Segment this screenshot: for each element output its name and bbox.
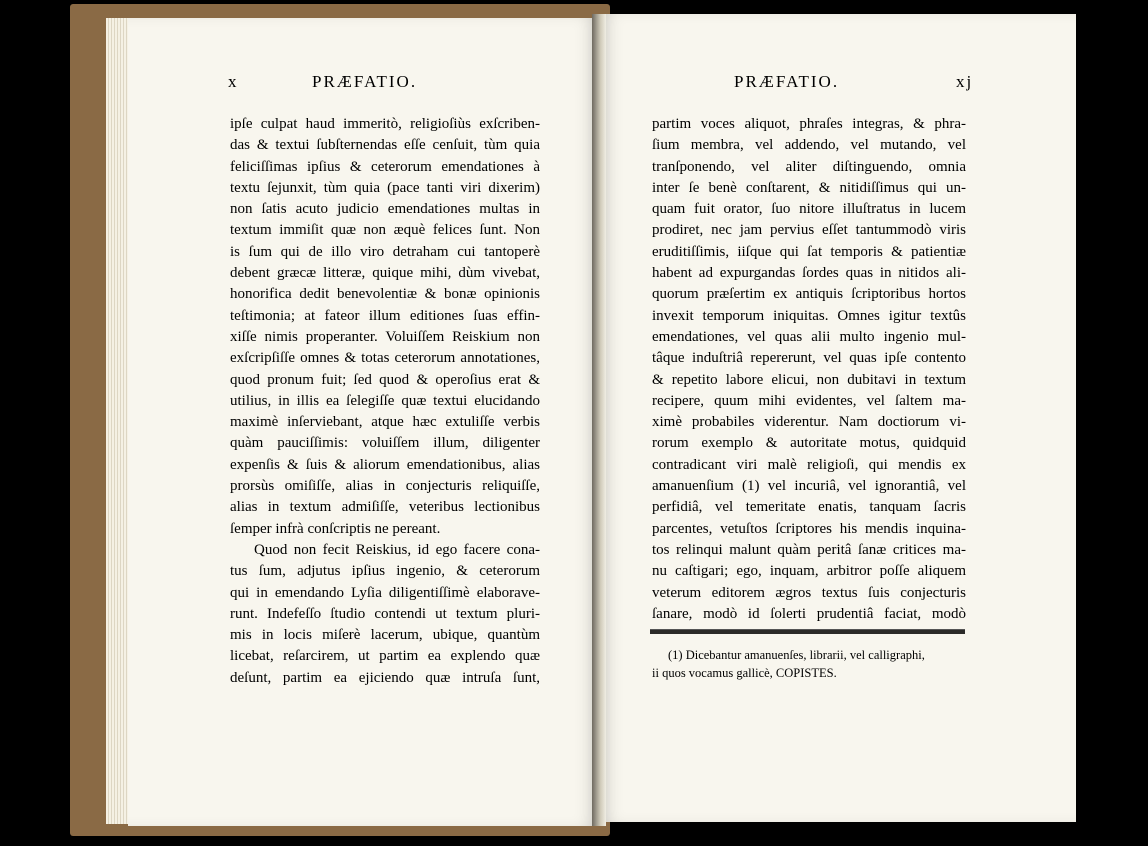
text-line: rorum exemplo & autoritate motus, quidquid <box>652 435 966 452</box>
text-line: eruditiſſimis, iiſque qui ſat temporis & patientiæ <box>652 243 966 260</box>
text-line: quod pronum fuit; ſed quod & operoſius erat & <box>230 371 540 388</box>
text-line: feliciſſimas ipſius & ceterorum emendationes à <box>230 158 540 175</box>
book-gutter <box>592 14 606 826</box>
text-line: licebat, reſarcirem, ut partim ea explendo quæ <box>230 648 540 665</box>
left-running-head: PRÆFATIO. <box>312 72 418 91</box>
text-line: & repetito labore elicui, non dubitavi in textum <box>652 371 966 388</box>
text-line: amanuenſium (1) vel incuriâ, vel ignorantiâ, vel <box>652 478 966 495</box>
text-line: xiſſe nimis properanter. Voluiſſem Reiskium non <box>230 328 540 345</box>
text-line: maximè inſerviebant, atque hæc extuliſſe verbis <box>230 414 540 431</box>
text-line: habent ad expurgandas ſordes quas in nitidos ali- <box>652 265 966 282</box>
footnote-line: (1) Dicebantur amanuenſes, librarii, vel calligraphi, <box>668 648 925 662</box>
text-line: alias in textum admiſiſſe, veteribus lectionibus <box>230 499 540 516</box>
footnote-line: ii quos vocamus gallicè, COPISTES. <box>652 666 837 680</box>
text-line: emendationes, vel quas alii multo ingenio mul- <box>652 328 966 345</box>
text-line: das & textui ſubſternendas eſſe cenſuit, tùm quia <box>230 137 540 154</box>
text-line: teſtimonia; at fateor illum editiones ſuas effin- <box>230 307 540 324</box>
text-line: runt. Indefeſſo ſtudio contendi ut textum pluri- <box>230 605 540 622</box>
text-line: qui in emendando Lyſia diligentiſſimè elaborave- <box>230 584 540 601</box>
text-line: contradicant viri malè religioſi, qui mendis ex <box>652 456 966 473</box>
text-line: expenſis & ſuis & aliorum emendationibus, alias <box>230 456 540 473</box>
text-line: Quod non fecit Reiskius, id ego facere cona- <box>254 541 540 558</box>
text-line: non ſatis acuto judicio emendationes multas in <box>230 201 540 218</box>
text-line: perfidiâ, vel temeritate enatis, tanquam ſacris <box>652 499 966 516</box>
left-page-text <box>230 114 540 689</box>
text-line: invexit temporum iniquitas. Omnes igitur textûs <box>652 307 966 324</box>
text-line: parcentes, vetuſtos ſcriptores his mendis inquina- <box>652 520 966 537</box>
text-line: tâque induſtriâ repererunt, vel quas ipſe contento <box>652 350 966 367</box>
right-running-head: PRÆFATIO. <box>734 72 840 91</box>
text-line: recipere, quum mihi evidentes, vel ſaltem ma- <box>652 392 966 409</box>
text-line: ipſe culpat haud immeritò, religioſiùs exſcriben- <box>230 116 540 132</box>
text-line: textu ſejunxit, tùm quia (pace tanti viri dixerim) <box>230 179 540 196</box>
text-line: deſunt, partim ea ejiciendo quæ intruſa ſunt, <box>230 669 540 686</box>
text-line: tranſponendo, vel aliter diſtinguendo, omnia <box>652 158 966 175</box>
right-folio: xj <box>956 72 974 91</box>
text-line: nu caſtigari; ego, inquam, arbitror poſſe aliquem <box>652 563 966 580</box>
text-line: exſcripſiſſe omnes & totas ceterorum annotationes, <box>230 350 540 367</box>
text-line: textum immiſit quæ non æquè felices ſunt. Non <box>230 222 540 239</box>
text-line: veterum editorem ægros textus ſuis conjecturis <box>652 584 966 601</box>
text-line: ſanare, modò id ſolerti prudentiâ faciat, modò <box>652 605 966 622</box>
left-folio: x <box>228 72 239 91</box>
text-line: ſemper infrà conſcriptis ne pereant. <box>230 520 441 537</box>
text-line: quam fuit orator, ſuo nitore illuſtratus in lucem <box>652 201 966 218</box>
text-line: prorsùs omiſiſſe, alias in conjecturis reliquiſſe, <box>230 478 540 495</box>
text-line: utilius, in illis ea ſelegiſſe quæ textui elucidando <box>230 392 540 409</box>
text-line: quàm pauciſſimis: voluiſſem illum, diligenter <box>230 435 540 452</box>
text-line: partim voces aliquot, phraſes integras, & phra- <box>652 116 966 132</box>
text-line: tus ſum, adjutus ipſius ingenio, & ceterorum <box>230 563 540 580</box>
footnote-rule <box>650 629 965 634</box>
text-line: honorifica dedit benevolentiæ & bonæ opinionis <box>230 286 540 303</box>
page-edges <box>106 18 130 824</box>
text-line: mis in locis miſerè lacerum, ubique, quantùm <box>230 627 540 644</box>
text-line: ximè probabiles viderentur. Nam doctiorum vi- <box>652 414 966 431</box>
text-line: quorum præſertim ex antiquis ſcriptoribus hortos <box>652 286 966 303</box>
text-line: debent græcæ litteræ, quique mihi, dùm vivebat, <box>230 265 540 282</box>
text-line: tos relinqui malunt quàm peritâ ſanæ critices ma- <box>652 541 966 558</box>
text-line: ſium membra, vel addendo, vel mutando, vel <box>652 137 966 154</box>
right-page-text <box>652 114 966 625</box>
text-line: is ſum qui de illo viro detraham cui tantoperè <box>230 243 540 260</box>
text-line: inter ſe benè conſtarent, & nitidiſſimus qui un- <box>652 179 966 196</box>
text-line: prodiret, nec jam pervius eſſet tantummodò viris <box>652 222 966 239</box>
